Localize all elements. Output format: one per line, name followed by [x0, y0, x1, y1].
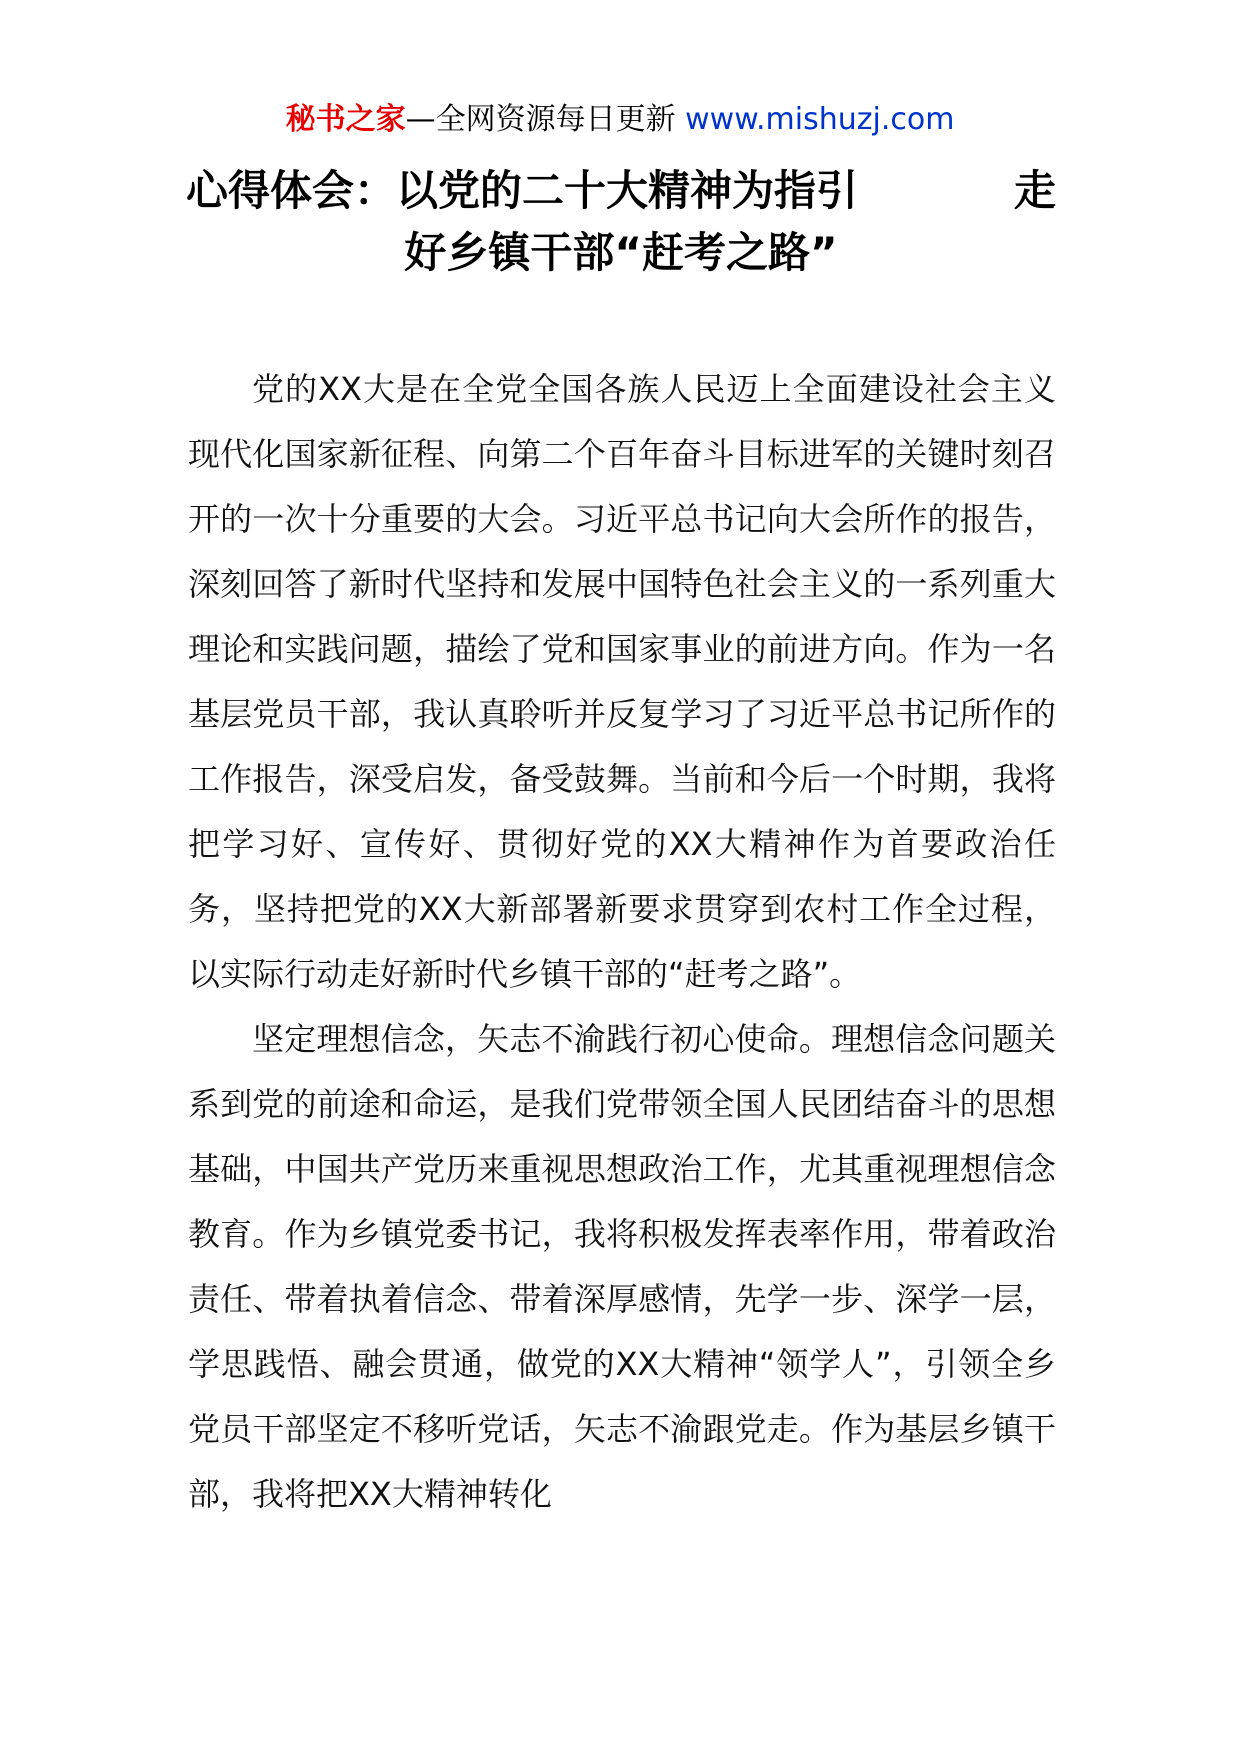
title-line-1-left: 心得体会：以党的二十大精神为指引 — [186, 166, 859, 215]
paragraph-1: 党的XX大是在全党全国各族人民迈上全面建设社会主义现代化国家新征程、向第二个百年奋斗目标进军的关键时刻召开的一次十分重要的大会。习近平总书记向大会所作的报告，深刻回答了新时代坚持和发展中国特色社会主义的一系列重大理论和实践问题，描绘了党和国家事业的前进方向。作为一名基层党员干部，我认真聆听并反复学习了习近平总书记所作的工作报告，深受启发，备受鼓舞。当前和今后一个时期，我将把学习好、宣传好、贯彻好党的XX大精神作为首要政治任务，坚持把党的XX大新部署新要求贯穿到农村工作全过程，以实际行动走好新时代乡镇干部的“赶考之路”。 — [188, 370, 1056, 993]
title-line-2: 好乡镇干部“赶考之路” — [404, 228, 838, 277]
title-line-1 — [186, 160, 1056, 222]
site-header — [0, 100, 1240, 140]
document-title — [186, 160, 1056, 284]
document-body — [188, 357, 1056, 1527]
header-tagline: —全网资源每日更新 — [405, 102, 686, 137]
brand-name: 秘书之家 — [285, 102, 406, 137]
title-line-1-right: 走 — [1013, 166, 1056, 215]
site-url-link[interactable]: www.mishuzj.com — [685, 102, 955, 137]
paragraph-2: 坚定理想信念，矢志不渝践行初心使命。理想信念问题关系到党的前途和命运，是我们党带领全国人民团结奋斗的思想基础，中国共产党历来重视思想政治工作，尤其重视理想信念教育。作为乡镇党委书记，我将积极发挥表率作用，带着政治责任、带着执着信念、带着深厚感情，先学一步、深学一层，学思践悟、融会贯通，做党的XX大精神“领学人”，引领全乡党员干部坚定不移听党话，矢志不渝跟党走。作为基层乡镇干部，我将把XX大精神转化 — [188, 1020, 1056, 1513]
